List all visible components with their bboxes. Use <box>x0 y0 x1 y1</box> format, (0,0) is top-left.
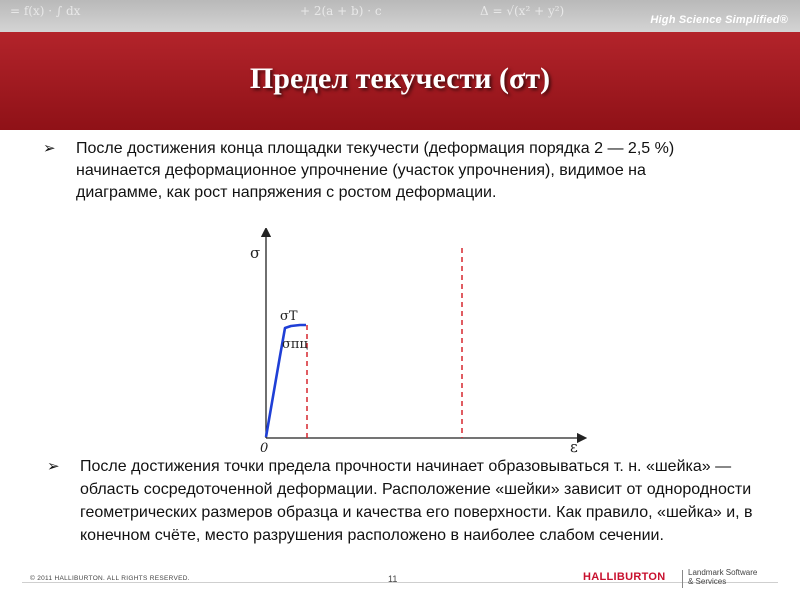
slide-title: Предел текучести (σт) <box>249 62 551 95</box>
bullet-text-1: После достижения конца площадки текучести (деформация порядка 2 — 2,5 %) начинается деформационное упрочнение (участок упрочнения), видимое на диаграмме, как рост напряжения с ростом деформации. <box>76 140 675 201</box>
arrow-bullet-icon: ➢ <box>43 140 56 157</box>
stress-strain-diagram <box>240 228 600 456</box>
copyright-notice: © 2011 HALLIBURTON. ALL RIGHTS RESERVED. <box>30 575 190 582</box>
sigma-axis-label: σ <box>250 244 261 262</box>
halliburton-logo: HALLIBURTON <box>583 571 666 583</box>
subbrand-line-2: & Services <box>688 577 727 586</box>
epsilon-axis-label: ε <box>570 438 578 456</box>
top-decorative-strip <box>0 0 800 32</box>
origin-label: 0 <box>260 441 269 456</box>
decorative-formula: + 2(a + b) · c <box>300 4 382 18</box>
yield-strength-label: σT <box>280 309 298 324</box>
proportional-limit-label: σпц <box>282 337 308 352</box>
bullet-text-2: После достижения точки предела прочности начинает образовываться т. н. «шейка» — область сосредоточенной деформации. Расположение «шейки» зависит от однородности геометрических размеров образца и качества его поверхности. Как правило, «шейка» и, в конечном счёте, место разрушения расположено в наиболее слабом сечении. <box>80 458 753 544</box>
landmark-subbrand <box>688 568 757 586</box>
decorative-formula: = f(x) · ∫ dx <box>10 4 81 18</box>
bullet-paragraph-2 <box>47 455 760 547</box>
tagline: High Science Simplified® <box>650 14 788 26</box>
title-banner <box>0 32 800 130</box>
decorative-formula: Δ = √(x² + y²) <box>480 4 565 18</box>
arrow-bullet-icon: ➢ <box>47 458 60 475</box>
bullet-paragraph-1 <box>43 138 726 204</box>
page-number: 11 <box>388 574 398 584</box>
subbrand-line-1: Landmark Software <box>688 568 758 577</box>
brand-separator <box>682 570 683 588</box>
